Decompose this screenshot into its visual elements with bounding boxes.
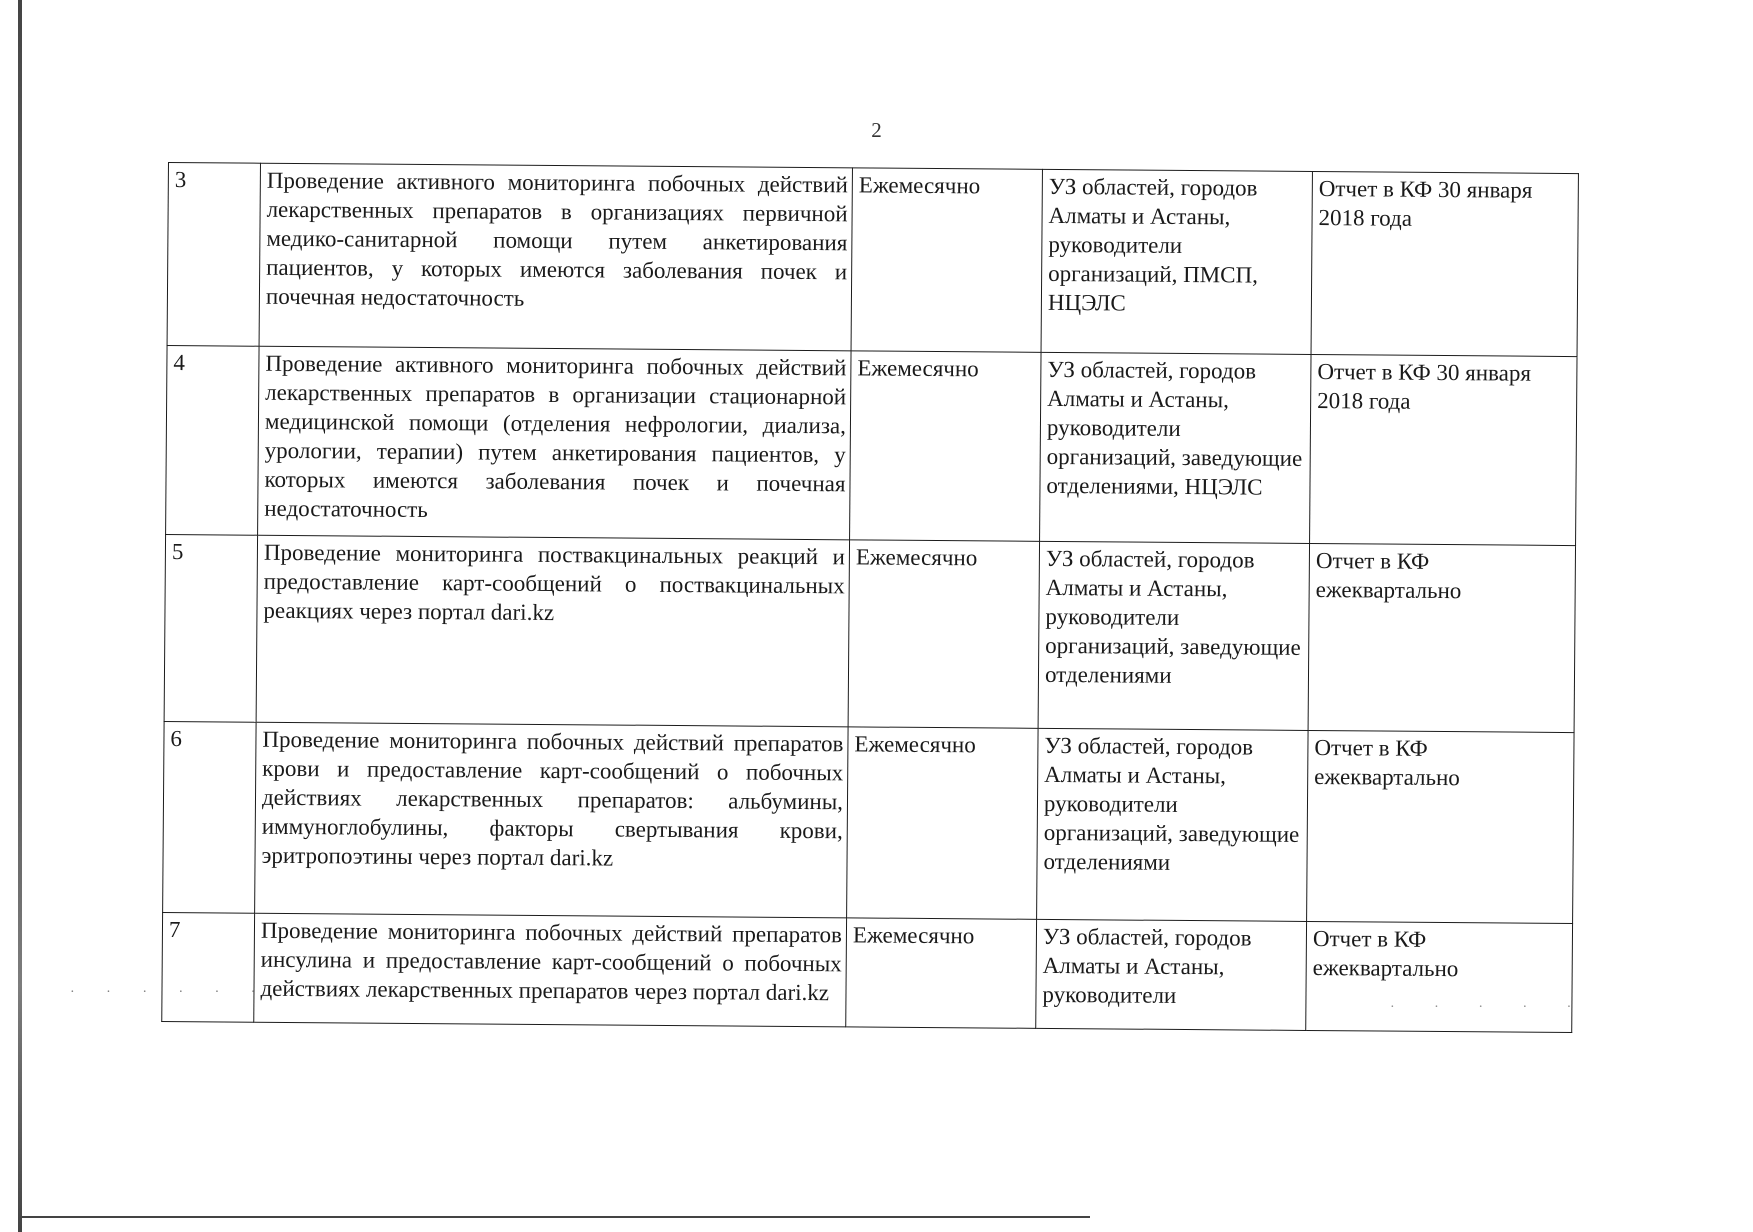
action-plan-table: [161, 162, 1579, 1033]
scan-speckles-left: · · · · · · ·: [70, 985, 306, 1000]
completion-form-cell: Отчет в КФ 30 января 2018 года: [1310, 354, 1577, 545]
row-number: 3: [167, 163, 260, 347]
completion-form-cell: Отчет в КФ ежеквартально: [1306, 921, 1573, 1032]
row-number: 7: [162, 912, 255, 1022]
responsible-cell: УЗ областей, городов Алматы и Астаны, руководители организаций, заведующие отделениями: [1038, 541, 1309, 730]
period-cell: Ежемесячно: [847, 727, 1038, 919]
scan-bottom-line: [20, 1216, 1090, 1218]
activity-cell: Проведение активного мониторинга побочных действий лекарственных препаратов в организации стационарной медицинской помощи (отделения нефрологии, диализа, урологии, терапии) путем анкетирования пациентов, у которых имеются заболевания почек и почечная недостаточность: [258, 346, 851, 540]
activity-cell: Проведение мониторинга поствакцинальных реакций и предоставление карт-сообщений о поствакцинальных реакциях через портал dari.kz: [256, 535, 849, 727]
table-row: [163, 721, 1574, 923]
period-cell: Ежемесячно: [848, 540, 1039, 728]
activity-cell: Проведение активного мониторинга побочных действий лекарственных препаратов в организациях первичной медико-санитарной помощи путем анкетирования пациентов, у которых имеются заболевания почек и почечная недостаточность: [259, 163, 852, 351]
page-number: 2: [871, 118, 882, 142]
responsible-cell: УЗ областей, городов Алматы и Астаны, руководители: [1036, 919, 1307, 1030]
row-number: 6: [163, 721, 256, 913]
scan-left-edge: [18, 0, 22, 1232]
completion-form-cell: Отчет в КФ ежеквартально: [1307, 730, 1574, 923]
period-cell: Ежемесячно: [850, 351, 1041, 541]
row-number: 5: [164, 534, 257, 722]
activity-cell: Проведение мониторинга побочных действий препаратов инсулина и предоставление карт-сообщений о побочных действиях лекарственных препаратов через портал dari.kz: [254, 913, 847, 1027]
table-row: [167, 163, 1578, 357]
table-row: [162, 912, 1573, 1032]
table-row: [164, 534, 1575, 732]
period-cell: Ежемесячно: [846, 918, 1037, 1028]
completion-form-cell: Отчет в КФ ежеквартально: [1308, 543, 1575, 732]
scan-speckles-right: · · · · ·: [1390, 1000, 1590, 1015]
responsible-cell: УЗ областей, городов Алматы и Астаны, руководители организаций, заведующие отделениями, НЦЭЛС: [1040, 352, 1311, 543]
responsible-cell: УЗ областей, городов Алматы и Астаны, руководители организаций, ПМСП, НЦЭЛС: [1041, 169, 1312, 354]
row-number: 4: [166, 345, 259, 535]
responsible-cell: УЗ областей, городов Алматы и Астаны, руководители организаций, заведующие отделениями: [1037, 728, 1308, 921]
period-cell: Ежемесячно: [851, 168, 1042, 352]
table-row: [166, 345, 1577, 545]
activity-cell: Проведение мониторинга побочных действий препаратов крови и предоставление карт-сообщений о побочных действиях лекарственных препаратов: альбумины, иммуноглобулины, факторы свертывания крови, эритропоэтины через портал dari.kz: [255, 722, 848, 918]
completion-form-cell: Отчет в КФ 30 января 2018 года: [1311, 171, 1578, 356]
